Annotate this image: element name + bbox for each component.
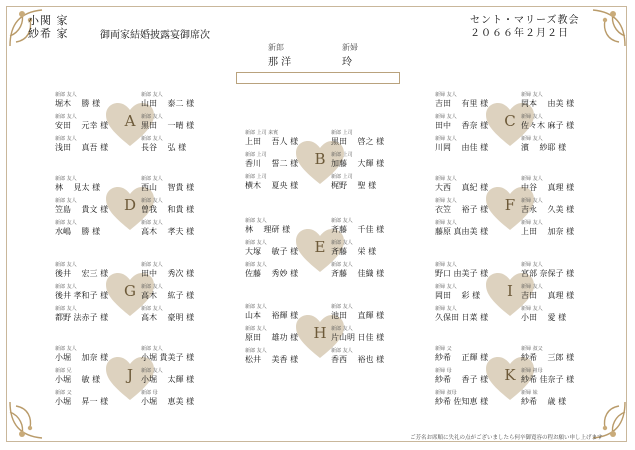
guest-role: 新郎 上司 <box>331 174 353 180</box>
guest-role: 新郎 友人 <box>55 136 77 142</box>
event-date: ２０６６年２月２日 <box>470 28 569 39</box>
seat <box>55 284 119 301</box>
seat <box>141 346 205 363</box>
guest-name: 林 理研 様 <box>245 225 291 234</box>
guest-role: 新婦 叔母 <box>435 390 457 396</box>
guest-role: 新婦 母 <box>435 368 452 374</box>
guest-name: 岡本 由美 様 <box>521 99 575 108</box>
seat <box>55 346 119 363</box>
guest-name: 山田 泰二 様 <box>141 99 195 108</box>
seat <box>141 198 205 215</box>
guest-role: 新婦 友人 <box>521 220 543 226</box>
guest-role: 新郎 友人 <box>55 114 77 120</box>
seat <box>245 348 309 365</box>
seat <box>435 176 499 193</box>
guest-role: 新郎 友人 <box>331 304 353 310</box>
seat <box>55 368 119 385</box>
guest-role: 新婦 友人 <box>435 136 457 142</box>
guest-name: 斉藤 千佳 様 <box>331 225 385 234</box>
seat <box>331 152 395 169</box>
seat <box>521 368 585 385</box>
guest-role: 新郎 友人 <box>141 306 163 312</box>
guest-role: 新郎 友人 <box>245 304 267 310</box>
seat <box>331 304 395 321</box>
guest-name: 野口 由美子 様 <box>435 269 489 278</box>
guest-role: 新郎 友人 <box>55 346 77 352</box>
seat <box>331 326 395 343</box>
groom-family: 小関 家 <box>28 14 69 27</box>
seat <box>331 262 395 279</box>
table-k <box>435 346 585 426</box>
seat <box>245 174 309 191</box>
guest-name: 川岡 由佳 様 <box>435 143 489 152</box>
guest-role: 新郎 友人 <box>141 136 163 142</box>
guest-name: 曽我 和貴 様 <box>141 205 195 214</box>
guest-name: 吉田 有里 様 <box>435 99 489 108</box>
seat <box>245 262 309 279</box>
guest-name: 岡田 彩 様 <box>435 291 481 300</box>
guest-role: 新郎 上司 <box>331 152 353 158</box>
guest-name: 佐々木 麻子 様 <box>521 121 575 130</box>
guest-name: 黒田 一晴 様 <box>141 121 195 130</box>
guest-role: 新郎 友人 <box>55 92 77 98</box>
guest-role: 新郎 兄 <box>55 368 72 374</box>
guest-role: 新郎 友人 <box>331 262 353 268</box>
guest-name: 安田 元幸 様 <box>55 121 109 130</box>
guest-name: 西山 智貴 様 <box>141 183 195 192</box>
corner-ornament-top-right <box>573 6 629 50</box>
table-f <box>435 176 585 256</box>
guest-name: 小堀 恵美 様 <box>141 397 195 406</box>
guest-name: 紗希 歳 様 <box>521 397 567 406</box>
guest-name: 紗希 佐知恵 様 <box>435 397 489 406</box>
seat <box>141 114 205 131</box>
seat <box>141 368 205 385</box>
guest-role: 新郎 友人 <box>141 220 163 226</box>
seat <box>435 306 499 323</box>
guest-name: 中谷 真理 様 <box>521 183 575 192</box>
guest-name: 吉永 久美 様 <box>521 205 575 214</box>
guest-role: 新郎 上司 <box>245 174 267 180</box>
seat <box>141 136 205 153</box>
seat <box>141 92 205 109</box>
guest-name: 小堀 加奈 様 <box>55 353 109 362</box>
table-letter: J <box>126 366 133 384</box>
seat <box>435 284 499 301</box>
corner-ornament-bottom-left <box>6 398 62 442</box>
seat <box>55 114 119 131</box>
guest-role: 新婦 友人 <box>435 114 457 120</box>
guest-role: 新婦 友人 <box>521 262 543 268</box>
table-letter: G <box>124 282 136 300</box>
guest-role: 新婦 友人 <box>435 284 457 290</box>
guest-name: 藤原 真由美 様 <box>435 227 489 236</box>
guest-name: 長谷 弘 様 <box>141 143 187 152</box>
seat <box>435 92 499 109</box>
guest-role: 新郎 友人 <box>245 348 267 354</box>
guest-name: 田中 秀次 様 <box>141 269 195 278</box>
table-letter: F <box>504 196 516 214</box>
guest-role: 新婦 祖母 <box>521 368 543 374</box>
page-title: 御両家結婚披露宴御席次 <box>100 30 210 41</box>
guest-name: 黒田 啓之 様 <box>331 137 385 146</box>
guest-role: 新郎 友人 <box>245 262 267 268</box>
guest-role: 新郎 友人 <box>141 198 163 204</box>
guest-role: 新婦 友人 <box>435 176 457 182</box>
seat <box>521 220 585 237</box>
guest-name: 紗希 三郎 様 <box>521 353 575 362</box>
seat <box>55 92 119 109</box>
guest-role: 新婦 友人 <box>521 284 543 290</box>
table-letter: D <box>123 196 137 214</box>
guest-name: 衣笠 裕子 様 <box>435 205 489 214</box>
seat <box>521 284 585 301</box>
table-letter: K <box>504 366 516 384</box>
guest-name: 小堀 昇一 様 <box>55 397 109 406</box>
guest-name: 原田 雄功 様 <box>245 333 299 342</box>
guest-role: 新婦 友人 <box>435 220 457 226</box>
guest-name: 浅田 真吾 様 <box>55 143 109 152</box>
guest-name: 紗希 香子 様 <box>435 375 489 384</box>
seat <box>331 240 395 257</box>
seat <box>331 174 395 191</box>
footer-note: ご芳名お席順に失礼の点がございましたら何卒御寛容の程お願い申し上げます <box>410 435 603 441</box>
guest-role: 新婦 叔父 <box>521 346 543 352</box>
guest-role: 新婦 友人 <box>521 114 543 120</box>
guest-role: 新郎 友人 <box>55 262 77 268</box>
seat <box>55 306 119 323</box>
venue-info <box>470 14 580 40</box>
table-letter: A <box>124 112 136 130</box>
seat <box>141 284 205 301</box>
seat <box>55 198 119 215</box>
seat <box>245 304 309 321</box>
guest-role: 新郎 母 <box>141 390 158 396</box>
table-i <box>435 262 585 342</box>
guest-role: 新婦 友人 <box>521 92 543 98</box>
guest-name: 横木 夏央 様 <box>245 181 299 190</box>
seat <box>435 390 499 407</box>
guest-name: 高木 紘子 様 <box>141 291 195 300</box>
guest-role: 新郎 友人 <box>55 176 77 182</box>
guest-name: 斉藤 栄 様 <box>331 247 377 256</box>
guest-role: 新婦 友人 <box>435 92 457 98</box>
guest-name: 田中 香奈 様 <box>435 121 489 130</box>
seat <box>245 326 309 343</box>
seat <box>55 390 119 407</box>
guest-role: 新婦 友人 <box>521 306 543 312</box>
guest-name: 後井 宏三 様 <box>55 269 109 278</box>
seat <box>331 348 395 365</box>
guest-role: 新郎 友人 <box>141 114 163 120</box>
table-h <box>245 304 395 384</box>
venue-name: セント・マリーズ教会 <box>470 15 580 26</box>
table-letter: H <box>313 324 327 342</box>
seat <box>141 262 205 279</box>
guest-role: 新婦 友人 <box>435 262 457 268</box>
seat <box>435 136 499 153</box>
guest-role: 新郎 友人 <box>245 326 267 332</box>
guest-name: 水嶋 勝 様 <box>55 227 101 236</box>
table-b <box>245 130 395 210</box>
guest-role: 新郎 友人 <box>245 240 267 246</box>
guest-name: 山本 裕輝 様 <box>245 311 299 320</box>
table-c <box>435 92 585 172</box>
guest-name: 堀木 勝 様 <box>55 99 101 108</box>
seat <box>245 130 309 147</box>
guest-name: 小堀 貴美子 様 <box>141 353 195 362</box>
guest-name: 上田 吾人 様 <box>245 137 299 146</box>
guest-role: 新婦 友人 <box>521 176 543 182</box>
guest-name: 佐藤 秀妙 様 <box>245 269 299 278</box>
guest-role: 新郎 友人 <box>331 348 353 354</box>
guest-role: 新郎 友人 <box>141 262 163 268</box>
guest-role: 新婦 友人 <box>435 306 457 312</box>
guest-name: 大塚 敏子 様 <box>245 247 299 256</box>
guest-name: 斉藤 佳織 様 <box>331 269 385 278</box>
guest-name: 松井 美香 様 <box>245 355 299 364</box>
seat <box>521 262 585 279</box>
table-letter: I <box>507 282 513 300</box>
seat <box>141 220 205 237</box>
seat <box>435 262 499 279</box>
guest-role: 新郎 父 <box>55 390 72 396</box>
guest-name: 吉田 真理 様 <box>521 291 575 300</box>
guest-name: 都野 法赤子 様 <box>55 313 109 322</box>
guest-name: 片山明 日佳 様 <box>331 333 385 342</box>
guest-name: 小堀 太輝 様 <box>141 375 195 384</box>
guest-name: 池田 直輝 様 <box>331 311 385 320</box>
guest-role: 新郎 友人 <box>331 326 353 332</box>
seat <box>141 390 205 407</box>
seat <box>435 220 499 237</box>
seat <box>521 92 585 109</box>
guest-name: 宮部 奈保子 様 <box>521 269 575 278</box>
guest-role: 新郎 友人 <box>141 284 163 290</box>
guest-name: 紗希 正輝 様 <box>435 353 489 362</box>
guest-role: 新郎 友人 <box>245 218 267 224</box>
seat <box>55 262 119 279</box>
guest-name: 紗希 佳奈子 様 <box>521 375 575 384</box>
guest-name: 大西 真紀 様 <box>435 183 489 192</box>
guest-role: 新郎 友人 <box>141 92 163 98</box>
guest-role: 新郎 友人 <box>55 198 77 204</box>
guest-name: 香西 裕也 様 <box>331 355 385 364</box>
seat <box>521 136 585 153</box>
guest-role: 新郎 友人 <box>55 220 77 226</box>
table-letter: E <box>314 238 326 256</box>
seat <box>435 368 499 385</box>
groom-name: 那 洋 <box>268 57 292 68</box>
table-g <box>55 262 205 342</box>
guest-role: 新郎 友人 <box>331 218 353 224</box>
table-e <box>245 218 395 298</box>
table-letter: B <box>314 150 326 168</box>
table-a <box>55 92 205 172</box>
bride <box>342 42 358 68</box>
guest-name: 久保田 日菜 様 <box>435 313 489 322</box>
bride-name: 玲 <box>342 57 352 68</box>
seat <box>245 152 309 169</box>
seat <box>55 136 119 153</box>
guest-name: 上田 加奈 様 <box>521 227 575 236</box>
table-d <box>55 176 205 256</box>
seat <box>331 130 395 147</box>
guest-name: 濱 紗耶 様 <box>521 143 567 152</box>
groom <box>268 42 291 68</box>
guest-name: 梶野 聖 様 <box>331 181 377 190</box>
seat <box>521 198 585 215</box>
guest-role: 新婦 友人 <box>521 198 543 204</box>
table-letter: C <box>504 112 516 130</box>
seat <box>55 220 119 237</box>
guest-role: 新郎 友人 <box>141 176 163 182</box>
guest-name: 高木 孝夫 様 <box>141 227 195 236</box>
guest-role: 新郎 友人 <box>141 346 163 352</box>
head-table-box <box>236 72 400 84</box>
seat <box>435 198 499 215</box>
seat <box>141 306 205 323</box>
guest-role: 新婦 妹 <box>521 390 538 396</box>
guest-name: 林 見太 様 <box>55 183 101 192</box>
guest-role: 新婦 友人 <box>521 136 543 142</box>
bride-role: 新婦 <box>342 43 358 52</box>
guest-name: 小田 愛 様 <box>521 313 567 322</box>
seat <box>521 306 585 323</box>
guest-name: 高木 豪明 様 <box>141 313 195 322</box>
guest-role: 新郎 友人 <box>141 368 163 374</box>
seat <box>245 240 309 257</box>
seat <box>521 114 585 131</box>
guest-role: 新郎 上司 <box>331 130 353 136</box>
guest-name: 笠島 貴文 様 <box>55 205 109 214</box>
guest-name: 香川 誓二 様 <box>245 159 299 168</box>
guest-role: 新婦 父 <box>435 346 452 352</box>
seat <box>55 176 119 193</box>
seat <box>435 114 499 131</box>
family-names <box>28 14 69 40</box>
seat <box>521 346 585 363</box>
groom-role: 新郎 <box>268 43 284 52</box>
guest-role: 新婦 友人 <box>435 198 457 204</box>
seat <box>435 346 499 363</box>
bride-family: 紗希 家 <box>28 27 69 40</box>
guest-name: 加藤 大輝 様 <box>331 159 385 168</box>
seat <box>141 176 205 193</box>
guest-role: 新郎 友人 <box>55 306 77 312</box>
guest-name: 後井 孝和子 様 <box>55 291 109 300</box>
guest-role: 新郎 友人 <box>331 240 353 246</box>
seat <box>521 176 585 193</box>
table-j <box>55 346 205 426</box>
guest-role: 新郎 上司 <box>245 152 267 158</box>
seat <box>521 390 585 407</box>
guest-role: 新郎 上司 来賓 <box>245 130 279 136</box>
guest-role: 新郎 友人 <box>55 284 77 290</box>
guest-name: 小堀 敏 様 <box>55 375 101 384</box>
seat <box>245 218 309 235</box>
seat <box>331 218 395 235</box>
